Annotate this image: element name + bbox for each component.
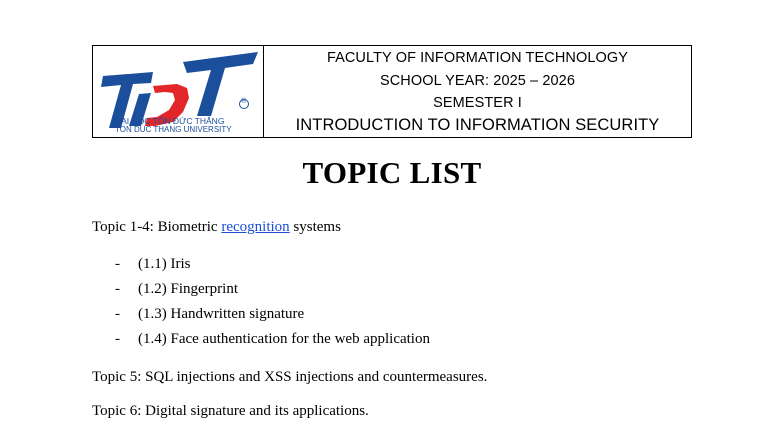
logo-english-name: TON DUC THANG UNIVERSITY [115,125,232,134]
school-year: SCHOOL YEAR: 2025 – 2026 [379,73,576,89]
document-header [92,45,692,138]
list-bullet: - [115,331,120,347]
list-bullet: - [115,256,120,272]
recognition-link[interactable]: recognition [221,219,290,235]
logo-vietnamese-name: ĐẠI HỌC TÔN ĐỨC THẮNG [115,116,225,126]
logo-registered-mark: ® [241,98,247,105]
header-info [264,46,691,137]
list-item: (1.1) Iris [138,256,191,272]
topic-6: Topic 6: Digital signature and its applications. [92,403,369,419]
topic-5: Topic 5: SQL injections and XSS injections and countermeasures. [92,369,488,385]
faculty-name: FACULTY OF INFORMATION TECHNOLOGY [326,50,629,66]
list-item: (1.2) Fingerprint [138,281,238,297]
topic-1-4-prefix: Topic 1-4: Biometric [92,219,222,235]
page-title: TOPIC LIST [302,155,482,190]
list-bullet: - [115,281,120,297]
topic-1-4-heading [92,219,341,236]
topic-1-4-suffix: systems [289,219,341,235]
list-item: (1.3) Handwritten signature [138,306,305,322]
semester: SEMESTER I [433,95,522,111]
university-logo [93,46,264,137]
list-item: (1.4) Face authentication for the web application [138,331,430,347]
list-bullet: - [115,306,120,322]
course-name: INTRODUCTION TO INFORMATION SECURITY [295,116,660,134]
